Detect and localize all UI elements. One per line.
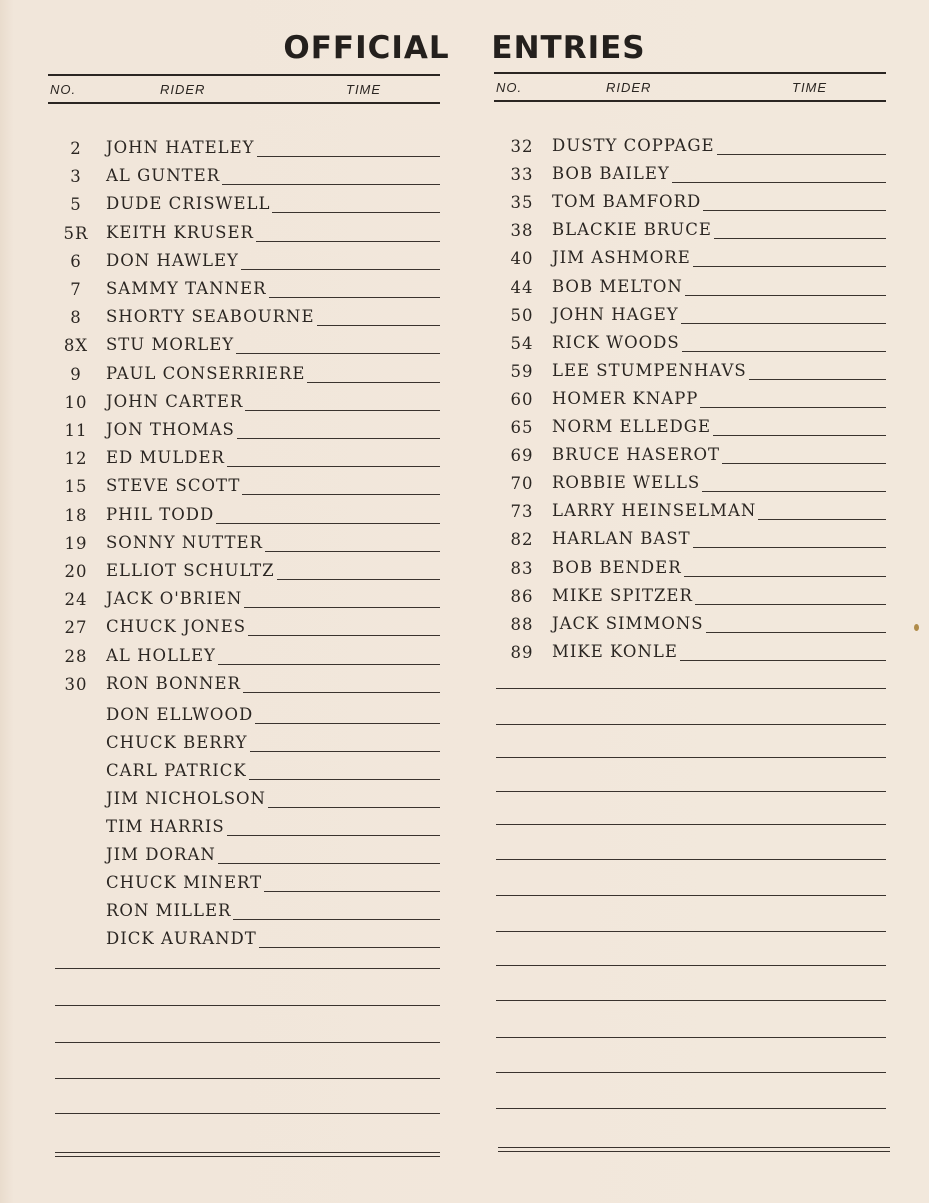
entry-number: 54 — [510, 333, 534, 353]
entry-name-wrap — [106, 194, 440, 213]
entry-row — [48, 705, 440, 727]
entry-number: 60 — [510, 389, 534, 409]
time-entry-line — [227, 817, 440, 836]
rider-name: JACK O'BRIEN — [106, 589, 243, 609]
rider-name: RICK WOODS — [552, 332, 680, 352]
entry-number: 18 — [64, 505, 88, 525]
entry-number: 20 — [64, 562, 88, 581]
entry-number: 35 — [510, 193, 534, 213]
rider-name: ED MULDER — [106, 448, 225, 468]
entry-row — [48, 674, 440, 696]
entry-row — [494, 501, 886, 523]
entry-name-wrap — [106, 733, 440, 752]
rider-name: DUDE CRISWELL — [106, 194, 271, 214]
entry-number: 44 — [510, 277, 534, 297]
time-entry-line — [272, 194, 440, 213]
time-entry-line — [249, 761, 440, 780]
blank-entry-line — [496, 1000, 886, 1001]
time-entry-line — [700, 389, 886, 408]
rider-name: SAMMY TANNER — [106, 279, 267, 298]
header-no: NO. — [50, 82, 77, 97]
entry-number: 24 — [64, 590, 88, 610]
entry-number: 9 — [70, 364, 82, 384]
time-entry-line — [672, 164, 886, 183]
entry-row — [494, 220, 886, 242]
entry-name-wrap — [552, 389, 886, 408]
time-entry-line — [307, 364, 440, 383]
entry-number: 15 — [64, 477, 88, 497]
entry-row — [494, 445, 886, 467]
entry-number: 86 — [510, 586, 534, 606]
header-no: NO. — [496, 80, 523, 95]
time-entry-line — [268, 789, 440, 808]
rider-name: ELLIOT SCHULTZ — [106, 561, 275, 580]
header-rider: RIDER — [606, 80, 652, 95]
rider-name: JACK SIMMONS — [552, 613, 704, 633]
entry-name-wrap — [106, 166, 440, 185]
blank-entry-line — [55, 1113, 440, 1114]
entry-name-wrap — [106, 251, 440, 270]
rider-name: SHORTY SEABOURNE — [106, 307, 315, 327]
time-entry-line — [749, 361, 886, 380]
rider-name: AL HOLLEY — [106, 645, 216, 665]
entry-name-wrap — [106, 705, 440, 724]
entry-name-wrap — [552, 305, 886, 324]
entry-row — [494, 136, 886, 158]
entry-name-wrap — [106, 873, 440, 892]
entry-row — [48, 223, 440, 245]
entry-row — [48, 138, 440, 160]
entry-row — [48, 733, 440, 755]
rider-name: PAUL CONSERRIERE — [106, 363, 306, 383]
entry-row — [48, 901, 440, 923]
entry-number: 33 — [510, 165, 534, 185]
entry-name-wrap — [552, 248, 886, 267]
entry-number: 10 — [64, 392, 88, 412]
rider-name: SONNY NUTTER — [106, 532, 263, 552]
paper-speck — [914, 624, 919, 631]
entry-number: 59 — [510, 361, 534, 381]
time-entry-line — [714, 220, 886, 239]
blank-entry-line — [496, 824, 886, 825]
entry-row — [48, 561, 440, 583]
time-entry-line — [695, 586, 886, 605]
entry-row — [48, 589, 440, 611]
header-time: TIME — [346, 82, 382, 97]
entry-row — [48, 817, 440, 839]
entry-row — [48, 505, 440, 527]
entry-name-wrap — [106, 761, 440, 780]
entry-number: 70 — [510, 474, 534, 494]
entry-row — [48, 166, 440, 188]
entry-name-wrap — [552, 586, 886, 605]
blank-entry-line — [55, 1042, 440, 1043]
rider-name: JOHN CARTER — [106, 391, 244, 411]
time-entry-line — [702, 473, 886, 492]
entry-number: 11 — [64, 421, 88, 440]
blank-entry-line — [496, 895, 886, 896]
entry-name-wrap — [106, 901, 440, 920]
blank-entry-line — [496, 791, 886, 792]
entry-row — [494, 614, 886, 636]
entry-number: 32 — [510, 137, 534, 156]
time-entry-line — [259, 929, 440, 948]
time-entry-line — [693, 248, 886, 267]
entry-name-wrap — [552, 558, 886, 577]
entry-row — [48, 617, 440, 639]
time-entry-line — [758, 501, 886, 520]
entry-row — [494, 417, 886, 439]
entry-row — [494, 305, 886, 327]
rider-name: DON ELLWOOD — [106, 705, 254, 724]
entry-row — [48, 873, 440, 895]
rider-name: RON MILLER — [106, 901, 232, 920]
entry-name-wrap — [552, 417, 886, 436]
entry-row — [494, 529, 886, 551]
rider-name: JIM DORAN — [106, 845, 216, 864]
entry-row — [48, 646, 440, 668]
time-entry-line — [684, 558, 886, 577]
entry-name-wrap — [552, 501, 886, 520]
entry-number: 5 — [70, 195, 82, 215]
entry-row — [48, 929, 440, 951]
time-entry-line — [244, 589, 440, 608]
rider-name: JIM ASHMORE — [552, 248, 691, 268]
right-column-header — [494, 72, 886, 102]
entry-number: 2 — [70, 139, 82, 158]
entry-row — [494, 389, 886, 411]
entry-number: 8 — [70, 308, 82, 328]
time-entry-line — [264, 873, 440, 892]
entry-row — [48, 845, 440, 867]
time-entry-line — [255, 705, 440, 724]
rider-name: TIM HARRIS — [106, 817, 225, 836]
time-entry-line — [218, 646, 440, 665]
entry-row — [494, 586, 886, 608]
time-entry-line — [722, 445, 886, 464]
time-entry-line — [237, 420, 440, 439]
entry-number: 12 — [64, 449, 88, 469]
time-entry-line — [706, 614, 886, 633]
time-entry-line — [685, 277, 886, 296]
entry-number: 7 — [70, 280, 82, 299]
time-entry-line — [257, 138, 440, 157]
time-entry-line — [693, 529, 886, 548]
entry-name-wrap — [552, 164, 886, 183]
entry-name-wrap — [552, 361, 886, 380]
rider-name: JON THOMAS — [106, 420, 235, 439]
entry-row — [494, 558, 886, 580]
blank-entry-line — [55, 968, 440, 969]
entry-number: 30 — [64, 674, 88, 694]
blank-entry-line — [55, 1005, 440, 1006]
rider-name: RON BONNER — [106, 673, 241, 693]
rider-name: ROBBIE WELLS — [552, 473, 701, 493]
rider-name: HOMER KNAPP — [552, 388, 699, 408]
entry-row — [48, 279, 440, 301]
time-entry-line — [248, 617, 440, 636]
entry-name-wrap — [552, 473, 886, 492]
rider-name: BOB BENDER — [552, 557, 682, 577]
entry-number: 65 — [510, 418, 534, 437]
blank-entry-line — [496, 688, 886, 689]
entry-name-wrap — [106, 476, 440, 495]
entry-row — [48, 307, 440, 329]
entry-number: 38 — [510, 221, 534, 241]
entry-name-wrap — [552, 614, 886, 633]
rider-name: DON HAWLEY — [106, 250, 239, 270]
time-entry-line — [265, 533, 440, 552]
rider-name: LEE STUMPENHAVS — [552, 360, 747, 380]
time-entry-line — [222, 166, 440, 185]
entry-row — [48, 420, 440, 442]
time-entry-line — [216, 505, 440, 524]
entry-name-wrap — [552, 445, 886, 464]
blank-entry-line — [496, 965, 886, 966]
time-entry-line — [713, 417, 886, 436]
entry-name-wrap — [106, 138, 440, 157]
rider-name: STU MORLEY — [106, 335, 235, 355]
rider-name: DICK AURANDT — [106, 929, 257, 948]
entry-name-wrap — [106, 533, 440, 552]
rider-name: BLACKIE BRUCE — [552, 220, 712, 240]
time-entry-line — [243, 674, 440, 693]
entry-row — [494, 192, 886, 214]
entry-number: 8X — [63, 336, 89, 356]
entry-row — [48, 789, 440, 811]
entry-name-wrap — [106, 223, 440, 242]
rider-name: CHUCK JONES — [106, 617, 247, 637]
time-entry-line — [256, 223, 440, 242]
entry-number: 83 — [510, 558, 534, 578]
bottom-double-rule — [498, 1147, 890, 1152]
entry-name-wrap — [106, 448, 440, 467]
entry-number: 40 — [510, 249, 534, 269]
entry-row — [494, 164, 886, 186]
entry-number: 69 — [510, 446, 534, 466]
bottom-double-rule — [55, 1152, 440, 1157]
rider-name: DUSTY COPPAGE — [552, 136, 715, 155]
blank-entry-line — [496, 931, 886, 932]
entry-name-wrap — [106, 617, 440, 636]
time-entry-line — [680, 642, 886, 661]
blank-entry-line — [496, 859, 886, 860]
entry-number: 88 — [510, 614, 534, 634]
blank-entry-line — [496, 757, 886, 758]
blank-entry-line — [496, 1037, 886, 1038]
time-entry-line — [269, 279, 440, 298]
entry-name-wrap — [106, 589, 440, 608]
entry-row — [48, 251, 440, 273]
rider-name: PHIL TODD — [106, 504, 215, 524]
entry-name-wrap — [106, 307, 440, 326]
entry-name-wrap — [106, 817, 440, 836]
rider-name: JOHN HATELEY — [106, 138, 255, 157]
entry-row — [48, 194, 440, 216]
time-entry-line — [233, 901, 440, 920]
entry-name-wrap — [106, 505, 440, 524]
time-entry-line — [236, 335, 440, 354]
entry-name-wrap — [552, 136, 886, 155]
rider-name: HARLAN BAST — [552, 529, 691, 549]
rider-name: BOB BAILEY — [552, 164, 670, 184]
entry-row — [48, 476, 440, 498]
entry-row — [48, 761, 440, 783]
rider-name: CARL PATRICK — [106, 761, 247, 780]
entry-name-wrap — [106, 646, 440, 665]
entry-row — [48, 448, 440, 470]
rider-name: LARRY HEINSELMAN — [552, 501, 757, 521]
rider-name: KEITH KRUSER — [106, 222, 254, 242]
time-entry-line — [703, 192, 886, 211]
blank-entry-line — [496, 724, 886, 725]
rider-name: CHUCK BERRY — [106, 733, 248, 752]
time-entry-line — [682, 333, 886, 352]
blank-entry-line — [55, 1078, 440, 1079]
header-rider: RIDER — [160, 82, 206, 97]
entry-row — [48, 364, 440, 386]
entry-row — [494, 642, 886, 664]
entry-number: 3 — [70, 167, 82, 187]
page-title: OFFICIAL ENTRIES — [283, 30, 646, 66]
entry-name-wrap — [106, 674, 440, 693]
time-entry-line — [250, 733, 440, 752]
entry-number: 19 — [64, 533, 88, 553]
entry-number: 89 — [510, 642, 534, 662]
entry-name-wrap — [106, 420, 440, 439]
entry-name-wrap — [552, 220, 886, 239]
rider-name: BRUCE HASEROT — [552, 445, 720, 465]
rider-name: STEVE SCOTT — [106, 476, 241, 496]
entry-row — [494, 277, 886, 299]
time-entry-line — [245, 392, 440, 411]
left-column-header — [48, 74, 440, 104]
entry-number: 50 — [510, 305, 534, 325]
entry-name-wrap — [552, 529, 886, 548]
rider-name: TOM BAMFORD — [552, 192, 702, 212]
entry-name-wrap — [106, 929, 440, 948]
entry-name-wrap — [106, 335, 440, 354]
entry-row — [48, 533, 440, 555]
entry-number: 82 — [510, 530, 534, 550]
rider-name: JIM NICHOLSON — [106, 789, 266, 808]
time-entry-line — [218, 845, 440, 864]
rider-name: CHUCK MINERT — [106, 873, 263, 892]
entry-name-wrap — [106, 364, 440, 383]
rider-name: NORM ELLEDGE — [552, 417, 711, 436]
entry-row — [494, 361, 886, 383]
time-entry-line — [242, 476, 440, 495]
entry-number: 73 — [510, 502, 534, 522]
entry-name-wrap — [106, 561, 440, 580]
entry-name-wrap — [106, 392, 440, 411]
entry-row — [48, 335, 440, 357]
entry-number: 28 — [64, 646, 88, 666]
blank-entry-line — [496, 1108, 886, 1109]
entry-name-wrap — [552, 192, 886, 211]
entry-number: 5R — [63, 223, 89, 243]
time-entry-line — [717, 136, 886, 155]
time-entry-line — [227, 448, 440, 467]
entry-name-wrap — [552, 642, 886, 661]
time-entry-line — [317, 307, 440, 326]
entry-row — [494, 248, 886, 270]
time-entry-line — [241, 251, 440, 270]
time-entry-line — [681, 305, 886, 324]
rider-name: MIKE KONLE — [552, 641, 678, 661]
entry-row — [48, 392, 440, 414]
rider-name: MIKE SPITZER — [552, 585, 693, 605]
entry-name-wrap — [106, 789, 440, 808]
entry-number: 6 — [70, 251, 82, 271]
entry-row — [494, 333, 886, 355]
entry-name-wrap — [106, 279, 440, 298]
time-entry-line — [277, 561, 440, 580]
entry-name-wrap — [106, 845, 440, 864]
rider-name: BOB MELTON — [552, 276, 683, 296]
entry-name-wrap — [552, 277, 886, 296]
rider-name: JOHN HAGEY — [552, 304, 679, 324]
blank-entry-line — [496, 1072, 886, 1073]
entry-row — [494, 473, 886, 495]
entry-number: 27 — [64, 618, 88, 638]
rider-name: AL GUNTER — [106, 166, 221, 186]
entry-name-wrap — [552, 333, 886, 352]
header-time: TIME — [792, 80, 828, 95]
